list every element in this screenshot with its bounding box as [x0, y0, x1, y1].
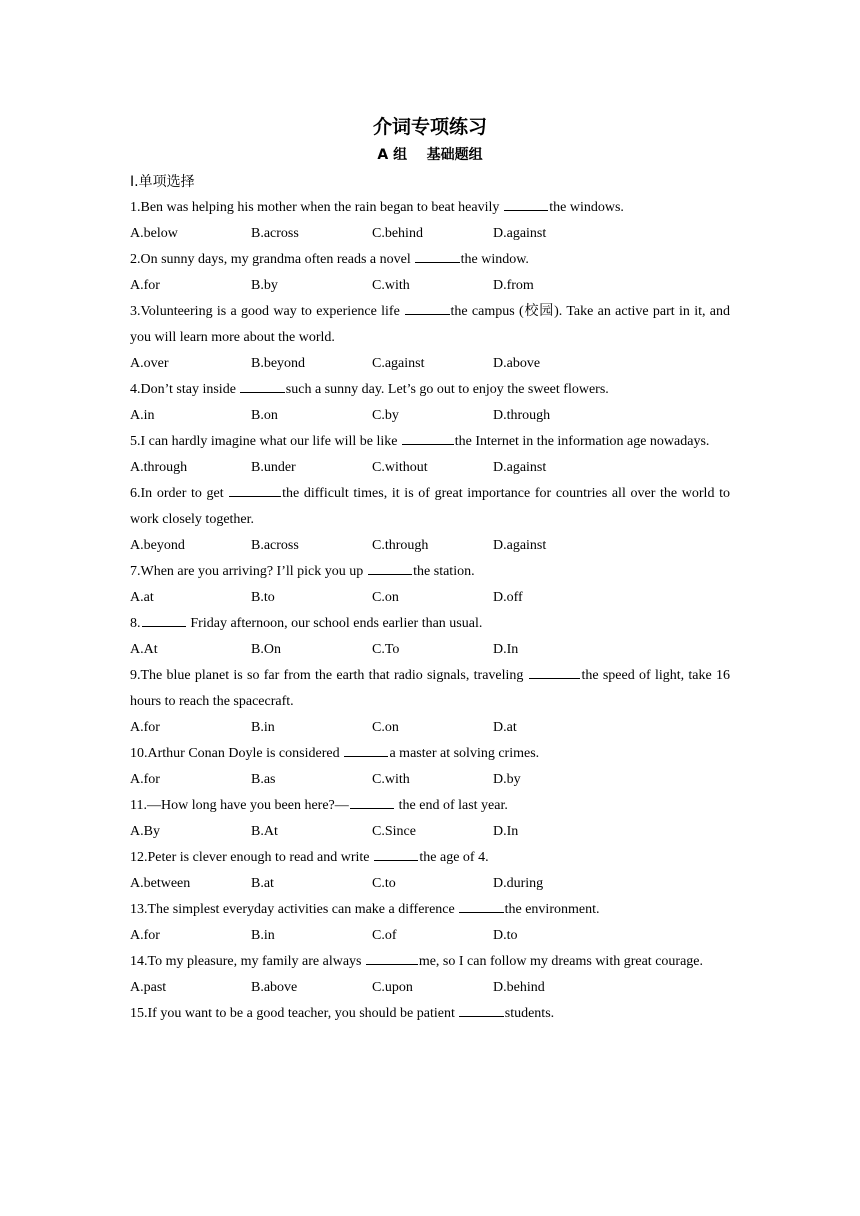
answer-option: C.with	[372, 278, 410, 293]
answer-blank	[240, 378, 284, 393]
answer-option: C.To	[372, 642, 400, 657]
question-text-after: a master at solving crimes.	[389, 746, 540, 761]
question-stem	[130, 481, 730, 533]
answer-option: A.At	[130, 642, 158, 657]
question-text-after: Friday afternoon, our school ends earlier than usual.	[186, 616, 483, 631]
answer-option: B.beyond	[251, 356, 306, 371]
answer-option: A.over	[130, 356, 169, 371]
question-stem	[130, 793, 730, 819]
answer-option: B.across	[251, 538, 299, 553]
question-item	[130, 741, 730, 793]
answer-option: A.below	[130, 226, 178, 241]
question-text-before: 4.Don’t stay inside	[130, 382, 240, 397]
answer-option: C.without	[372, 460, 428, 475]
answer-blank	[415, 248, 459, 263]
question-text-after: the speed of light, take 16 hours to reach the spacecraft.	[130, 668, 730, 709]
answer-option: C.through	[372, 538, 429, 553]
question-text-after: such a sunny day. Let’s go out to enjoy the sweet flowers.	[285, 382, 609, 397]
question-stem	[130, 429, 730, 455]
answer-options	[130, 637, 730, 663]
section-heading: I.单项选择	[130, 174, 195, 190]
document-title: 介词专项练习	[372, 116, 487, 138]
question-item	[130, 559, 730, 611]
group-subtitle: A 组 基础题组	[377, 147, 483, 163]
answer-option: D.off	[493, 590, 523, 605]
question-text-before: 1.Ben was helping his mother when the rain began to beat heavily	[130, 200, 503, 215]
answer-option: A.in	[130, 408, 155, 423]
answer-option: A.for	[130, 772, 160, 787]
answer-option: D.behind	[493, 980, 545, 995]
answer-option: C.behind	[372, 226, 423, 241]
question-item	[130, 195, 730, 247]
answer-option: D.to	[493, 928, 518, 943]
answer-option: D.In	[493, 642, 519, 657]
answer-option: A.between	[130, 876, 191, 891]
question-stem	[130, 845, 730, 871]
answer-options	[130, 715, 730, 741]
question-text-before: 3.Volunteering is a good way to experience life	[130, 304, 405, 319]
answer-option: C.against	[372, 356, 425, 371]
answer-option: B.across	[251, 226, 299, 241]
question-stem	[130, 663, 730, 715]
answer-blank	[459, 1002, 503, 1017]
answer-blank	[229, 482, 281, 497]
question-text-before: 12.Peter is clever enough to read and write	[130, 850, 373, 865]
question-text-before: 10.Arthur Conan Doyle is considered	[130, 746, 344, 761]
question-stem	[130, 741, 730, 767]
answer-blank	[142, 612, 186, 627]
answer-blank	[350, 794, 394, 809]
answer-option: D.above	[493, 356, 541, 371]
question-item	[130, 247, 730, 299]
question-text-before: 9.The blue planet is so far from the earth that radio signals, traveling	[130, 668, 528, 683]
answer-blank	[459, 898, 503, 913]
answer-options	[130, 273, 730, 299]
answer-options	[130, 221, 730, 247]
question-text-after: the age of 4.	[419, 850, 489, 865]
question-text-after: the Internet in the information age nowadays.	[454, 434, 710, 449]
answer-options	[130, 533, 730, 559]
answer-blank	[504, 196, 548, 211]
answer-options	[130, 975, 730, 1001]
question-stem	[130, 1001, 730, 1027]
answer-option: D.against	[493, 538, 547, 553]
question-item	[130, 299, 730, 377]
answer-option: C.Since	[372, 824, 416, 839]
question-stem	[130, 195, 730, 221]
question-text-before: 11.—How long have you been here?—	[130, 798, 349, 813]
answer-option: B.above	[251, 980, 298, 995]
question-text-after: the difficult times, it is of great importance for countries all over the world to work closely together.	[130, 486, 730, 527]
question-text-before: 5.I can hardly imagine what our life will be like	[130, 434, 401, 449]
answer-option: C.to	[372, 876, 396, 891]
answer-blank	[368, 560, 412, 575]
answer-blank	[344, 742, 388, 757]
answer-option: D.by	[493, 772, 521, 787]
question-text-after: the windows.	[549, 200, 624, 215]
answer-option: C.upon	[372, 980, 413, 995]
question-item	[130, 429, 730, 481]
question-stem	[130, 897, 730, 923]
question-text-after: the end of last year.	[395, 798, 508, 813]
answer-option: B.to	[251, 590, 275, 605]
answer-option: A.at	[130, 590, 154, 605]
question-stem	[130, 377, 730, 403]
answer-option: B.on	[251, 408, 278, 423]
question-text-before: 2.On sunny days, my grandma often reads a novel	[130, 252, 415, 267]
question-item	[130, 897, 730, 949]
answer-option: D.against	[493, 226, 547, 241]
question-item	[130, 845, 730, 897]
answer-blank	[366, 950, 418, 965]
answer-option: D.at	[493, 720, 517, 735]
answer-option: A.for	[130, 928, 160, 943]
question-text-before: 15.If you want to be a good teacher, you should be patient	[130, 1006, 459, 1021]
question-text-after: the environment.	[504, 902, 600, 917]
question-list	[130, 195, 730, 1027]
answer-options	[130, 767, 730, 793]
answer-options	[130, 871, 730, 897]
question-item	[130, 1001, 730, 1027]
question-text-before: 7.When are you arriving? I’ll pick you up	[130, 564, 367, 579]
document-page	[130, 112, 730, 1027]
question-stem	[130, 299, 730, 351]
answer-options	[130, 819, 730, 845]
question-text-after: me, so I can follow my dreams with great courage.	[418, 954, 703, 969]
answer-option: C.by	[372, 408, 399, 423]
question-text-after: the station.	[413, 564, 475, 579]
answer-option: D.In	[493, 824, 519, 839]
answer-option: B.under	[251, 460, 296, 475]
answer-option: B.in	[251, 720, 275, 735]
question-item	[130, 663, 730, 741]
answer-option: A.for	[130, 720, 160, 735]
question-text-before: 8.	[130, 616, 141, 631]
answer-blank	[529, 664, 581, 679]
answer-option: C.on	[372, 720, 399, 735]
answer-option: B.as	[251, 772, 276, 787]
question-text-after: students.	[504, 1006, 555, 1021]
question-text-before: 6.In order to get	[130, 486, 229, 501]
answer-blank	[374, 846, 418, 861]
answer-option: D.from	[493, 278, 534, 293]
answer-option: D.against	[493, 460, 547, 475]
answer-blank	[402, 430, 454, 445]
question-item	[130, 793, 730, 845]
question-text-after: the campus (校园). Take an active part in it, and you will learn more about the world.	[130, 304, 731, 345]
answer-option: A.beyond	[130, 538, 185, 553]
question-text-after: the window.	[460, 252, 529, 267]
answer-option: B.in	[251, 928, 275, 943]
answer-option: A.By	[130, 824, 160, 839]
answer-option: B.at	[251, 876, 274, 891]
question-item	[130, 481, 730, 559]
answer-option: C.on	[372, 590, 399, 605]
answer-options	[130, 351, 730, 377]
answer-option: D.through	[493, 408, 551, 423]
question-stem	[130, 949, 730, 975]
answer-option: C.of	[372, 928, 397, 943]
answer-options	[130, 923, 730, 949]
answer-options	[130, 455, 730, 481]
answer-option: C.with	[372, 772, 410, 787]
question-stem	[130, 611, 730, 637]
question-stem	[130, 247, 730, 273]
question-stem	[130, 559, 730, 585]
answer-options	[130, 403, 730, 429]
answer-blank	[405, 300, 449, 315]
question-item	[130, 949, 730, 1001]
answer-options	[130, 585, 730, 611]
question-item	[130, 377, 730, 429]
answer-option: B.On	[251, 642, 281, 657]
question-item	[130, 611, 730, 663]
question-text-before: 14.To my pleasure, my family are always	[130, 954, 366, 969]
answer-option: D.during	[493, 876, 544, 891]
answer-option: A.through	[130, 460, 188, 475]
answer-option: B.by	[251, 278, 278, 293]
answer-option: B.At	[251, 824, 278, 839]
answer-option: A.for	[130, 278, 160, 293]
answer-option: A.past	[130, 980, 167, 995]
question-text-before: 13.The simplest everyday activities can make a difference	[130, 902, 459, 917]
